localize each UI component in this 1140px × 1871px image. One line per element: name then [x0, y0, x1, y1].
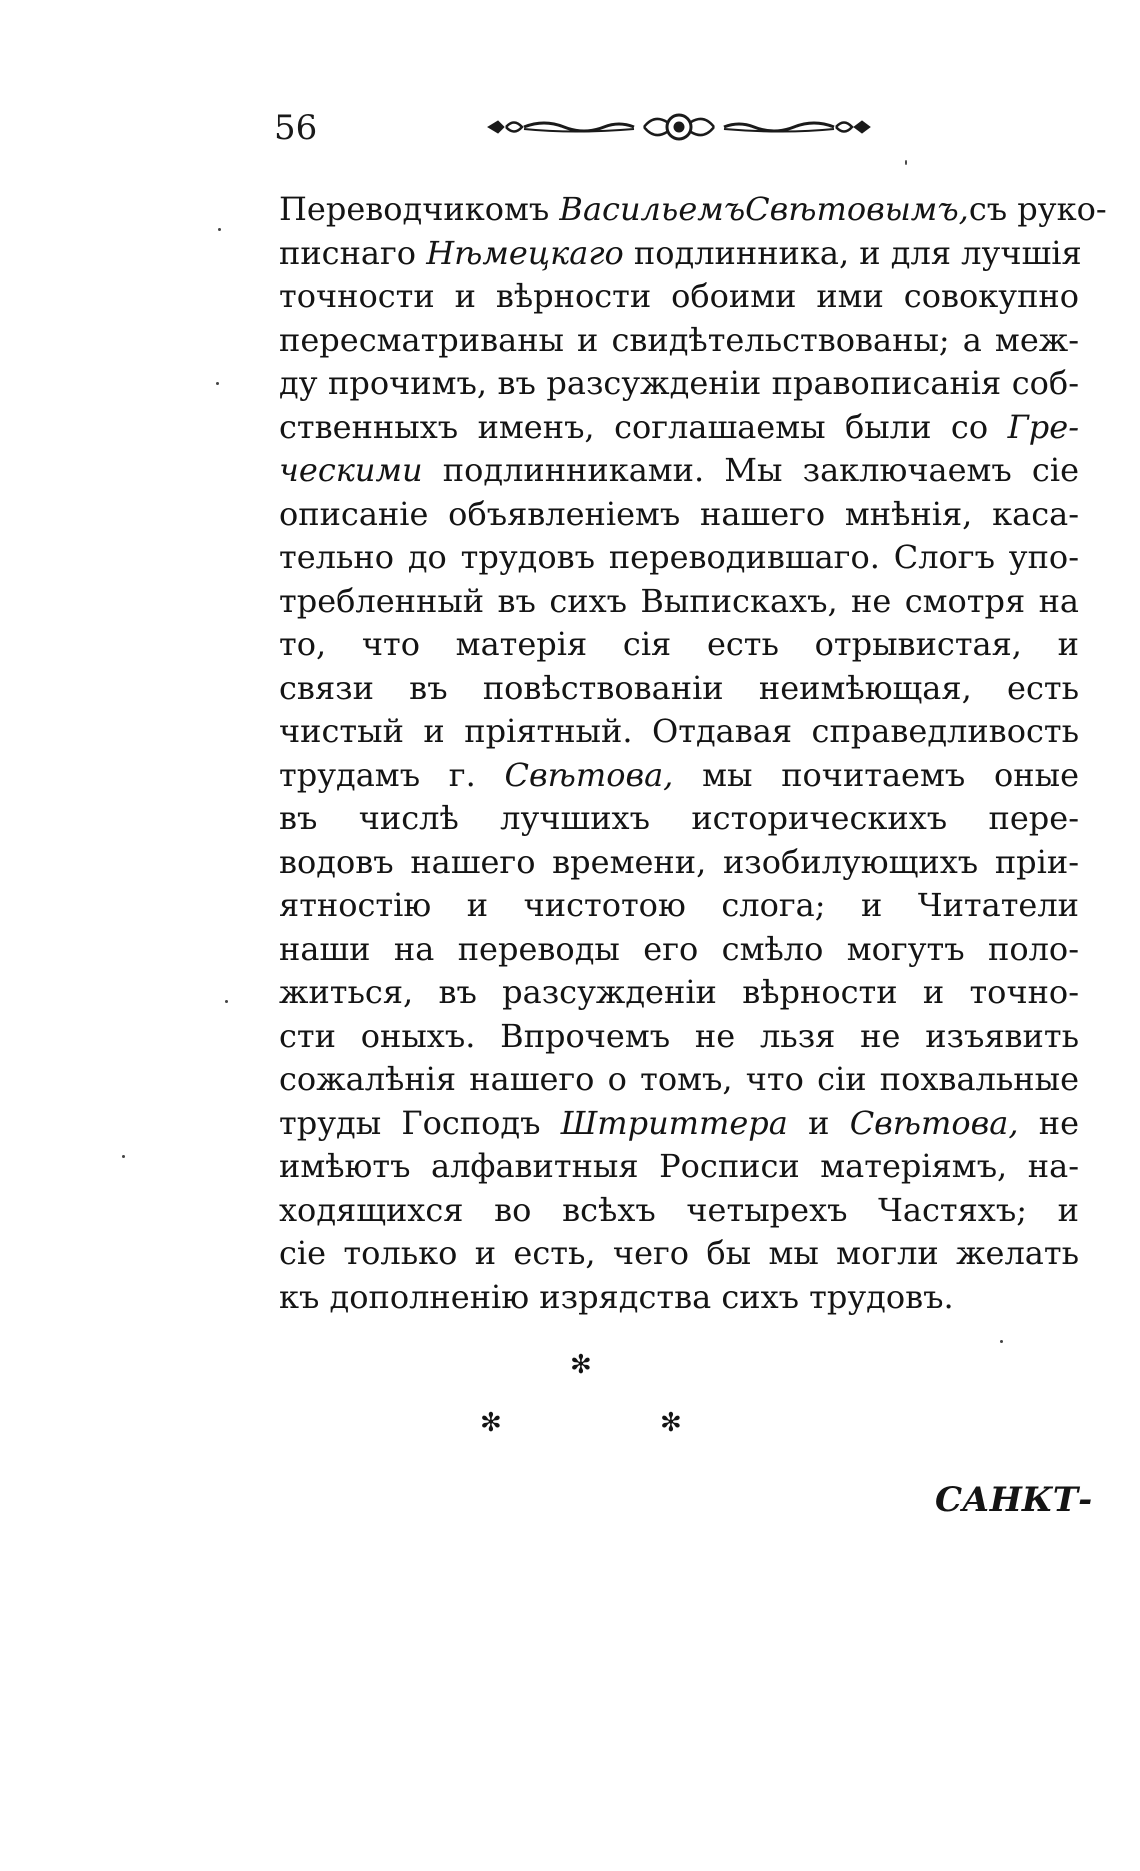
headpiece-ornament: [484, 110, 874, 148]
text-run: и: [787, 1103, 850, 1142]
text-run: труды Господъ: [279, 1103, 561, 1142]
text-line: [279, 1276, 1079, 1320]
paper-speck: [225, 1000, 228, 1003]
italic-name: Нѣмецкаго: [426, 233, 624, 272]
text-line: [279, 1102, 1079, 1146]
text-run: точности и вѣрности обоими ими совокупно: [279, 277, 1079, 315]
text-line: [279, 580, 1079, 624]
text-line: [279, 275, 1079, 319]
text-line: [279, 362, 1079, 406]
text-line: [279, 1189, 1079, 1233]
text-line: [279, 1015, 1079, 1059]
text-run: ственныхъ именъ, соглашаемы были со: [279, 407, 1008, 446]
paper-speck: [216, 382, 219, 385]
text-run: сти оныхъ. Впрочемъ не льзя не изъявить: [279, 1016, 1079, 1055]
italic-name: Свѣтова,: [849, 1103, 1019, 1142]
text-line: [279, 232, 1082, 276]
paper-speck: [218, 228, 221, 231]
text-run: въ числѣ лучшихъ историческихъ пере-: [279, 799, 1079, 837]
text-line: [279, 667, 1079, 711]
text-line: [279, 1232, 1079, 1276]
text-line: [279, 536, 1079, 580]
paper-speck: [122, 1155, 125, 1158]
italic-name: Свѣтова,: [504, 755, 674, 794]
text-line: [279, 406, 1079, 450]
text-run: съ руко-: [968, 190, 1107, 228]
text-run: сожалѣнія нашего о томъ, что сіи похвальные: [279, 1060, 1079, 1098]
paper-speck: [1000, 1340, 1003, 1343]
text-run: писнаго: [279, 233, 427, 272]
text-run: чистый и пріятный. Отдавая справедливость: [279, 712, 1079, 750]
text-line: [279, 319, 1079, 363]
text-run: имѣютъ алфавитныя Росписи матеріямъ, на-: [279, 1147, 1079, 1185]
italic-name: ческими: [279, 451, 423, 489]
text-run: требленный въ сихъ Выпискахъ, не смотря на: [279, 581, 1079, 620]
text-line: [279, 449, 1079, 493]
italic-name: ВасильемъСвѣтовымъ,: [559, 190, 969, 228]
asterism-right-star: ✻: [660, 1408, 682, 1438]
text-line: [279, 1145, 1079, 1189]
text-line: [279, 623, 1079, 667]
text-line: [279, 710, 1079, 754]
text-line: [279, 884, 1079, 928]
text-run: къ дополненію изрядства сихъ трудовъ.: [279, 1277, 954, 1316]
text-run: сіе только и есть, чего бы мы могли желать: [279, 1234, 1079, 1272]
italic-name: Гре-: [1007, 407, 1079, 446]
text-line: [279, 754, 1079, 798]
text-line: [279, 971, 1079, 1015]
text-run: пересматриваны и свидѣтельствованы; а меж-: [279, 320, 1079, 359]
text-run: ходящихся во всѣхъ четырехъ Частяхъ; и: [279, 1190, 1079, 1229]
text-run: не: [1018, 1103, 1080, 1142]
text-run: житься, въ разсужденіи вѣрности и точно-: [279, 973, 1079, 1011]
text-run: трудамъ г.: [279, 755, 505, 794]
text-run: наши на переводы его смѣло могутъ поло-: [279, 929, 1079, 968]
text-run: Переводчикомъ: [279, 190, 560, 228]
text-line: [279, 841, 1079, 885]
catchword: САНКТ-: [935, 1480, 1093, 1520]
text-line: [279, 797, 1079, 841]
text-line: [279, 188, 1107, 232]
asterism: [480, 1350, 790, 1470]
text-run: то, что матерія сія есть отрывистая, и: [279, 625, 1079, 663]
text-run: ятностію и чистотою слога; и Читатели: [279, 886, 1079, 924]
text-run: описаніе объявленіемъ нашего мнѣнія, каса-: [279, 494, 1079, 533]
text-run: мы почитаемъ оные: [673, 755, 1080, 794]
page-number: 56: [274, 108, 318, 148]
asterism-left-star: ✻: [480, 1408, 502, 1438]
text-run: подлинниками. Мы заключаемъ сіе: [422, 451, 1079, 489]
text-run: тельно до трудовъ переводившаго. Слогъ упо-: [279, 538, 1079, 576]
text-run: подлинника, и для лучшія: [623, 233, 1082, 272]
text-line: [279, 928, 1079, 972]
article-text: [279, 188, 1107, 1319]
text-line: [279, 1058, 1079, 1102]
text-run: ду прочимъ, въ разсужденіи правописанія соб-: [279, 364, 1079, 402]
text-run: водовъ нашего времени, изобилующихъ пріи-: [279, 842, 1079, 881]
paper-speck: [905, 160, 907, 165]
italic-name: Штриттера: [560, 1103, 788, 1142]
asterism-top-star: ✻: [570, 1350, 592, 1380]
text-run: связи въ повѣствованіи неимѣющая, есть: [279, 668, 1079, 707]
text-line: [279, 493, 1079, 537]
